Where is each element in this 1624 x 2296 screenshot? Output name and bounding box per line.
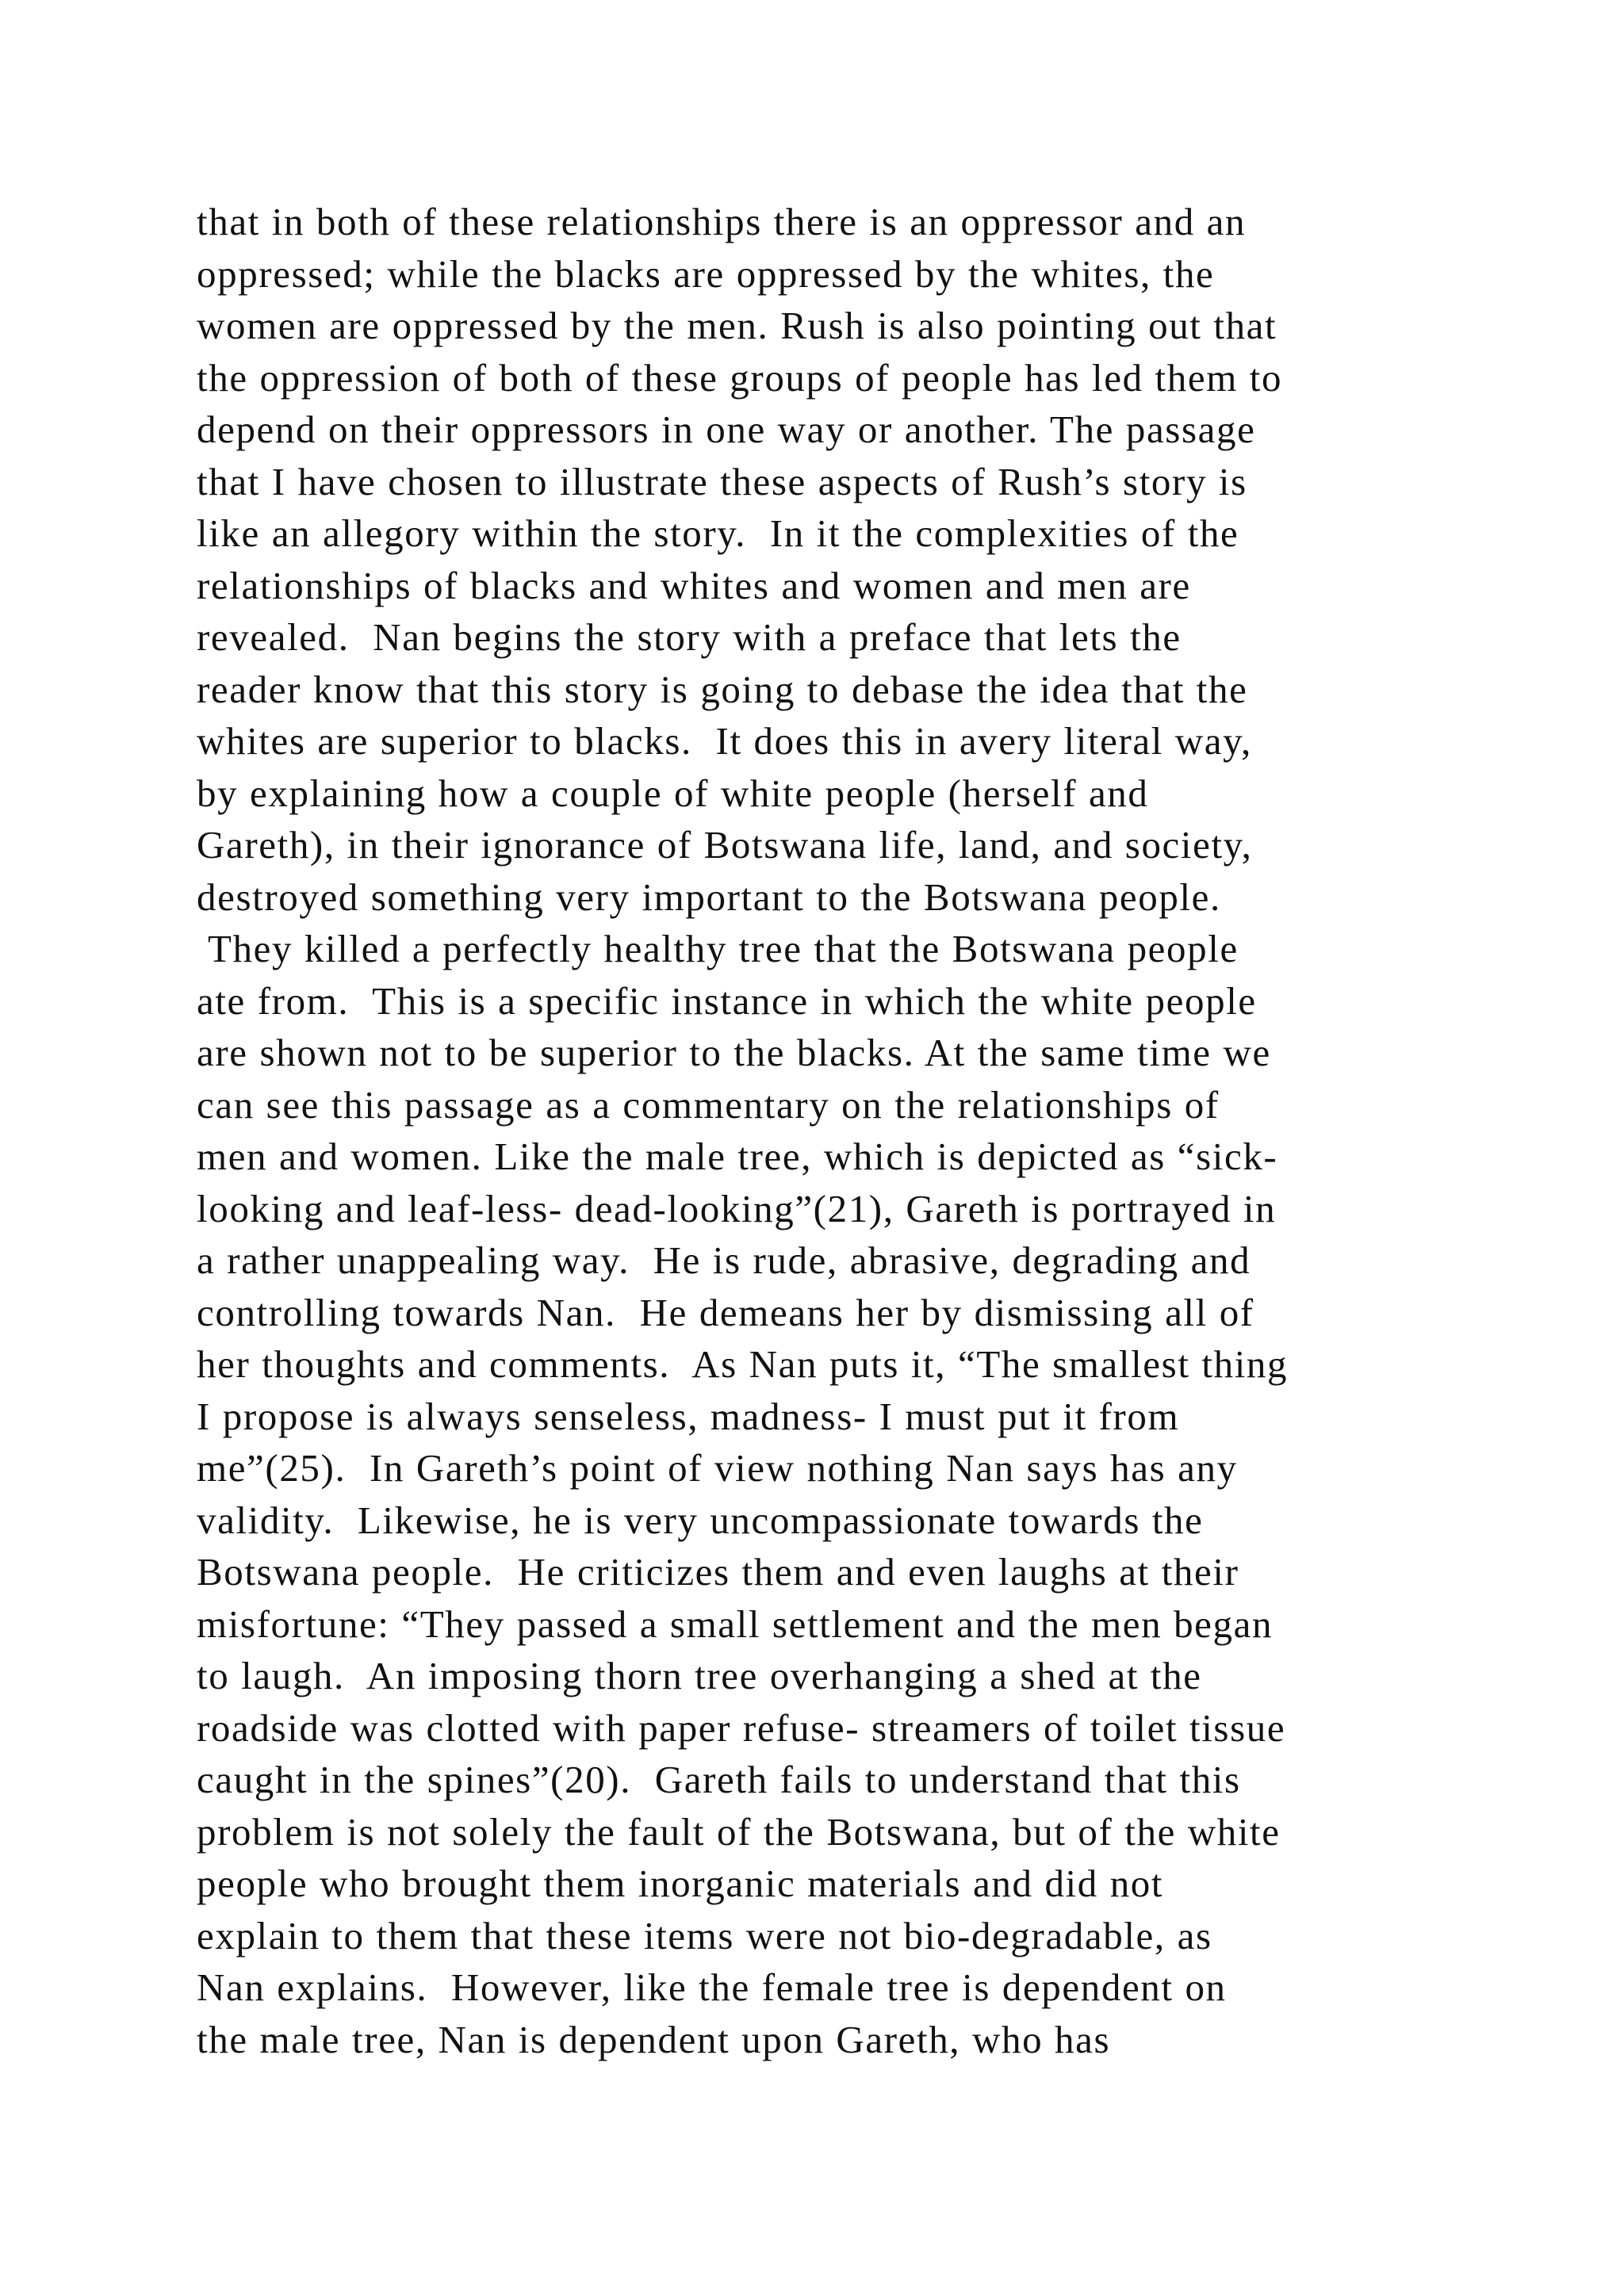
text-line: relationships of blacks and whites and women and men are — [197, 563, 1191, 607]
text-line: misfortune: “They passed a small settlement and the men began — [197, 1601, 1274, 1646]
text-line: can see this passage as a commentary on the relationships of — [197, 1082, 1220, 1127]
text-line: depend on their oppressors in one way or another. The passage — [197, 408, 1256, 451]
text-line: problem is not solely the fault of the Botswana, but of the white — [197, 1809, 1281, 1854]
text-line: people who brought them inorganic materials and did not — [197, 1862, 1164, 1905]
text-line: controlling towards Nan. He demeans her by dismissing all of — [197, 1290, 1254, 1334]
text-line: explain to them that these items were not bio-degradable, as — [197, 1913, 1212, 1957]
text-line: Nan explains. However, like the female tree is dependent on — [197, 1965, 1227, 2009]
text-line: They killed a perfectly healthy tree that the Botswana people — [197, 927, 1239, 970]
body-text — [197, 196, 1561, 2065]
text-line: I propose is always senseless, madness- I must put it from — [197, 1394, 1180, 1438]
text-line: me”(25). In Gareth’s point of view nothing Nan says has any — [197, 1446, 1238, 1490]
text-line: like an allegory within the story. In it the complexities of the — [197, 511, 1239, 555]
text-line: roadside was clotted with paper refuse- streamers of toilet tissue — [197, 1705, 1286, 1750]
text-line: that in both of these relationships there is an oppressor and an — [197, 200, 1247, 243]
text-line: women are oppressed by the men. Rush is also pointing out that — [197, 304, 1277, 347]
text-line: whites are superior to blacks. It does this in avery literal way, — [197, 719, 1252, 763]
text-line: looking and leaf-less- dead-looking”(21), Gareth is portrayed in — [197, 1186, 1277, 1230]
text-line: that I have chosen to illustrate these aspects of Rush’s story is — [197, 459, 1247, 503]
text-line: ate from. This is a specific instance in which the white people — [197, 978, 1257, 1023]
text-line: men and women. Like the male tree, which is depicted as “sick- — [197, 1135, 1278, 1178]
text-line: by explaining how a couple of white people (herself and — [197, 771, 1149, 815]
text-line: to laugh. An imposing thorn tree overhanging a shed at the — [197, 1654, 1202, 1697]
text-line: a rather unappealing way. He is rude, abrasive, degrading and — [197, 1238, 1251, 1282]
text-line: the oppression of both of these groups of people has led them to — [197, 355, 1283, 400]
text-line: revealed. Nan begins the story with a preface that lets the — [197, 615, 1182, 659]
text-line: her thoughts and comments. As Nan puts it, “The smallest thing — [197, 1342, 1289, 1386]
text-line: Gareth), in their ignorance of Botswana life, land, and society, — [197, 823, 1253, 867]
text-line: are shown not to be superior to the blacks. At the same time we — [197, 1031, 1271, 1074]
text-line: destroyed something very important to the Botswana people. — [197, 874, 1221, 919]
text-line: the male tree, Nan is dependent upon Gareth, who has — [197, 2017, 1111, 2061]
text-line: oppressed; while the blacks are oppressed by the whites, the — [197, 251, 1215, 296]
text-line: Botswana people. He criticizes them and even laughs at their — [197, 1550, 1239, 1594]
text-line: validity. Likewise, he is very uncompassionate towards the — [197, 1498, 1204, 1542]
text-line: reader know that this story is going to debase the idea that the — [197, 667, 1248, 711]
text-line: caught in the spines”(20). Gareth fails to understand that this — [197, 1758, 1241, 1801]
